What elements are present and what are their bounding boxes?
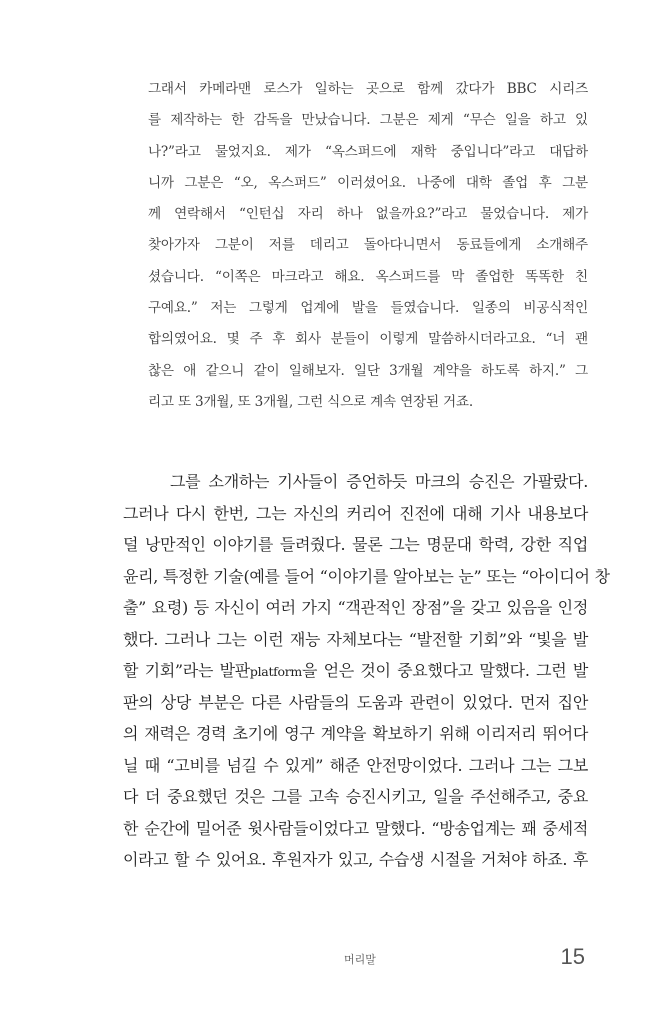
quote-line: 를 제작하는 한 감독을 만났습니다. 그분은 제게 “무슨 일을 하고 있	[148, 112, 588, 129]
body-line: 했다. 그러나 그는 이런 재능 자체보다는 “발전할 기회”와 “빛을 발	[123, 629, 588, 649]
quote-line: 그래서 카메라맨 로스가 일하는 곳으로 함께 갔다가 BBC 시리즈	[148, 81, 588, 97]
page-number: 15	[560, 944, 585, 969]
body-text: 할 기회”라는 발판	[123, 661, 250, 680]
body-line: 그를 소개하는 기사들이 증언하듯 마크의 승진은 가팔랐다.	[170, 472, 588, 491]
quote-line: 합의였어요. 몇 주 후 회사 분들이 이렇게 말씀하시더라고요. “너 괜	[148, 331, 588, 348]
body-line: 덜 낭만적인 이야기를 들려줬다. 물론 그는 명문대 학력, 강한 직업	[123, 535, 588, 554]
quote-line: 니까 그분은 “오, 옥스퍼드” 이러셨어요. 나중에 대학 졸업 후 그분	[148, 174, 588, 191]
body-line: 그러나 다시 한번, 그는 자신의 커리어 진전에 대해 기사 내용보다	[123, 503, 588, 523]
quote-line: 찮은 애 같으니 같이 일해보자. 일단 3개월 계약을 하도록 하지.” 그	[148, 362, 588, 379]
quote-line: 구예요.” 저는 그렇게 업계에 발을 들였습니다. 일종의 비공식적인	[148, 300, 588, 317]
running-footer-section: 머리말	[344, 953, 376, 966]
block-quote	[148, 74, 588, 418]
body-line: 닐 때 “고비를 넘길 수 있게” 해준 안전망이었다. 그러나 그는 그보	[123, 755, 588, 775]
body-line	[123, 655, 588, 687]
body-line: 의 재력은 경력 초기에 영구 계약을 확보하기 위해 이리저리 뛰어다	[123, 724, 588, 743]
body-line: 다 더 중요했던 것은 그를 고속 승진시키고, 일을 주선해주고, 중요	[123, 787, 588, 806]
body-text: 을 얻은 것이 중요했다고 말했다. 그런 발	[301, 661, 589, 680]
body-paragraph	[123, 466, 610, 876]
body-line: 한 순간에 밀어준 윗사람들이었다고 말했다. “방송업계는 꽤 중세적	[123, 818, 588, 838]
quote-line: 찾아가자 그분이 저를 데리고 돌아다니면서 동료들에게 소개해주	[148, 237, 588, 254]
body-line: 판의 상당 부분은 다른 사람들의 도움과 관련이 있었다. 먼저 집안	[123, 692, 588, 712]
quote-line: 셨습니다. “이쪽은 마크라고 해요. 옥스퍼드를 막 졸업한 똑똑한 친	[148, 268, 588, 285]
body-line: 출” 요령) 등 자신이 여러 가지 “객관적인 장점”을 갖고 있음을 인정	[123, 598, 588, 617]
quote-line: 나?”라고 물었지요. 제가 “옥스퍼드에 재학 중입니다”라고 대답하	[148, 143, 588, 160]
body-line: 이라고 할 수 있어요. 후원자가 있고, 수습생 시절을 거쳐야 하죠. 후	[123, 850, 588, 869]
english-gloss: platform	[249, 664, 302, 679]
quote-line: 께 연락해서 “인턴십 자리 하나 없을까요?”라고 물었습니다. 제가	[148, 206, 588, 223]
body-line: 윤리, 특정한 기술(예를 들어 “이야기를 알아보는 눈” 또는 “아이디어 창	[123, 566, 610, 586]
quote-line: 리고 또 3개월, 또 3개월, 그런 식으로 계속 연장된 거죠.	[148, 393, 473, 410]
